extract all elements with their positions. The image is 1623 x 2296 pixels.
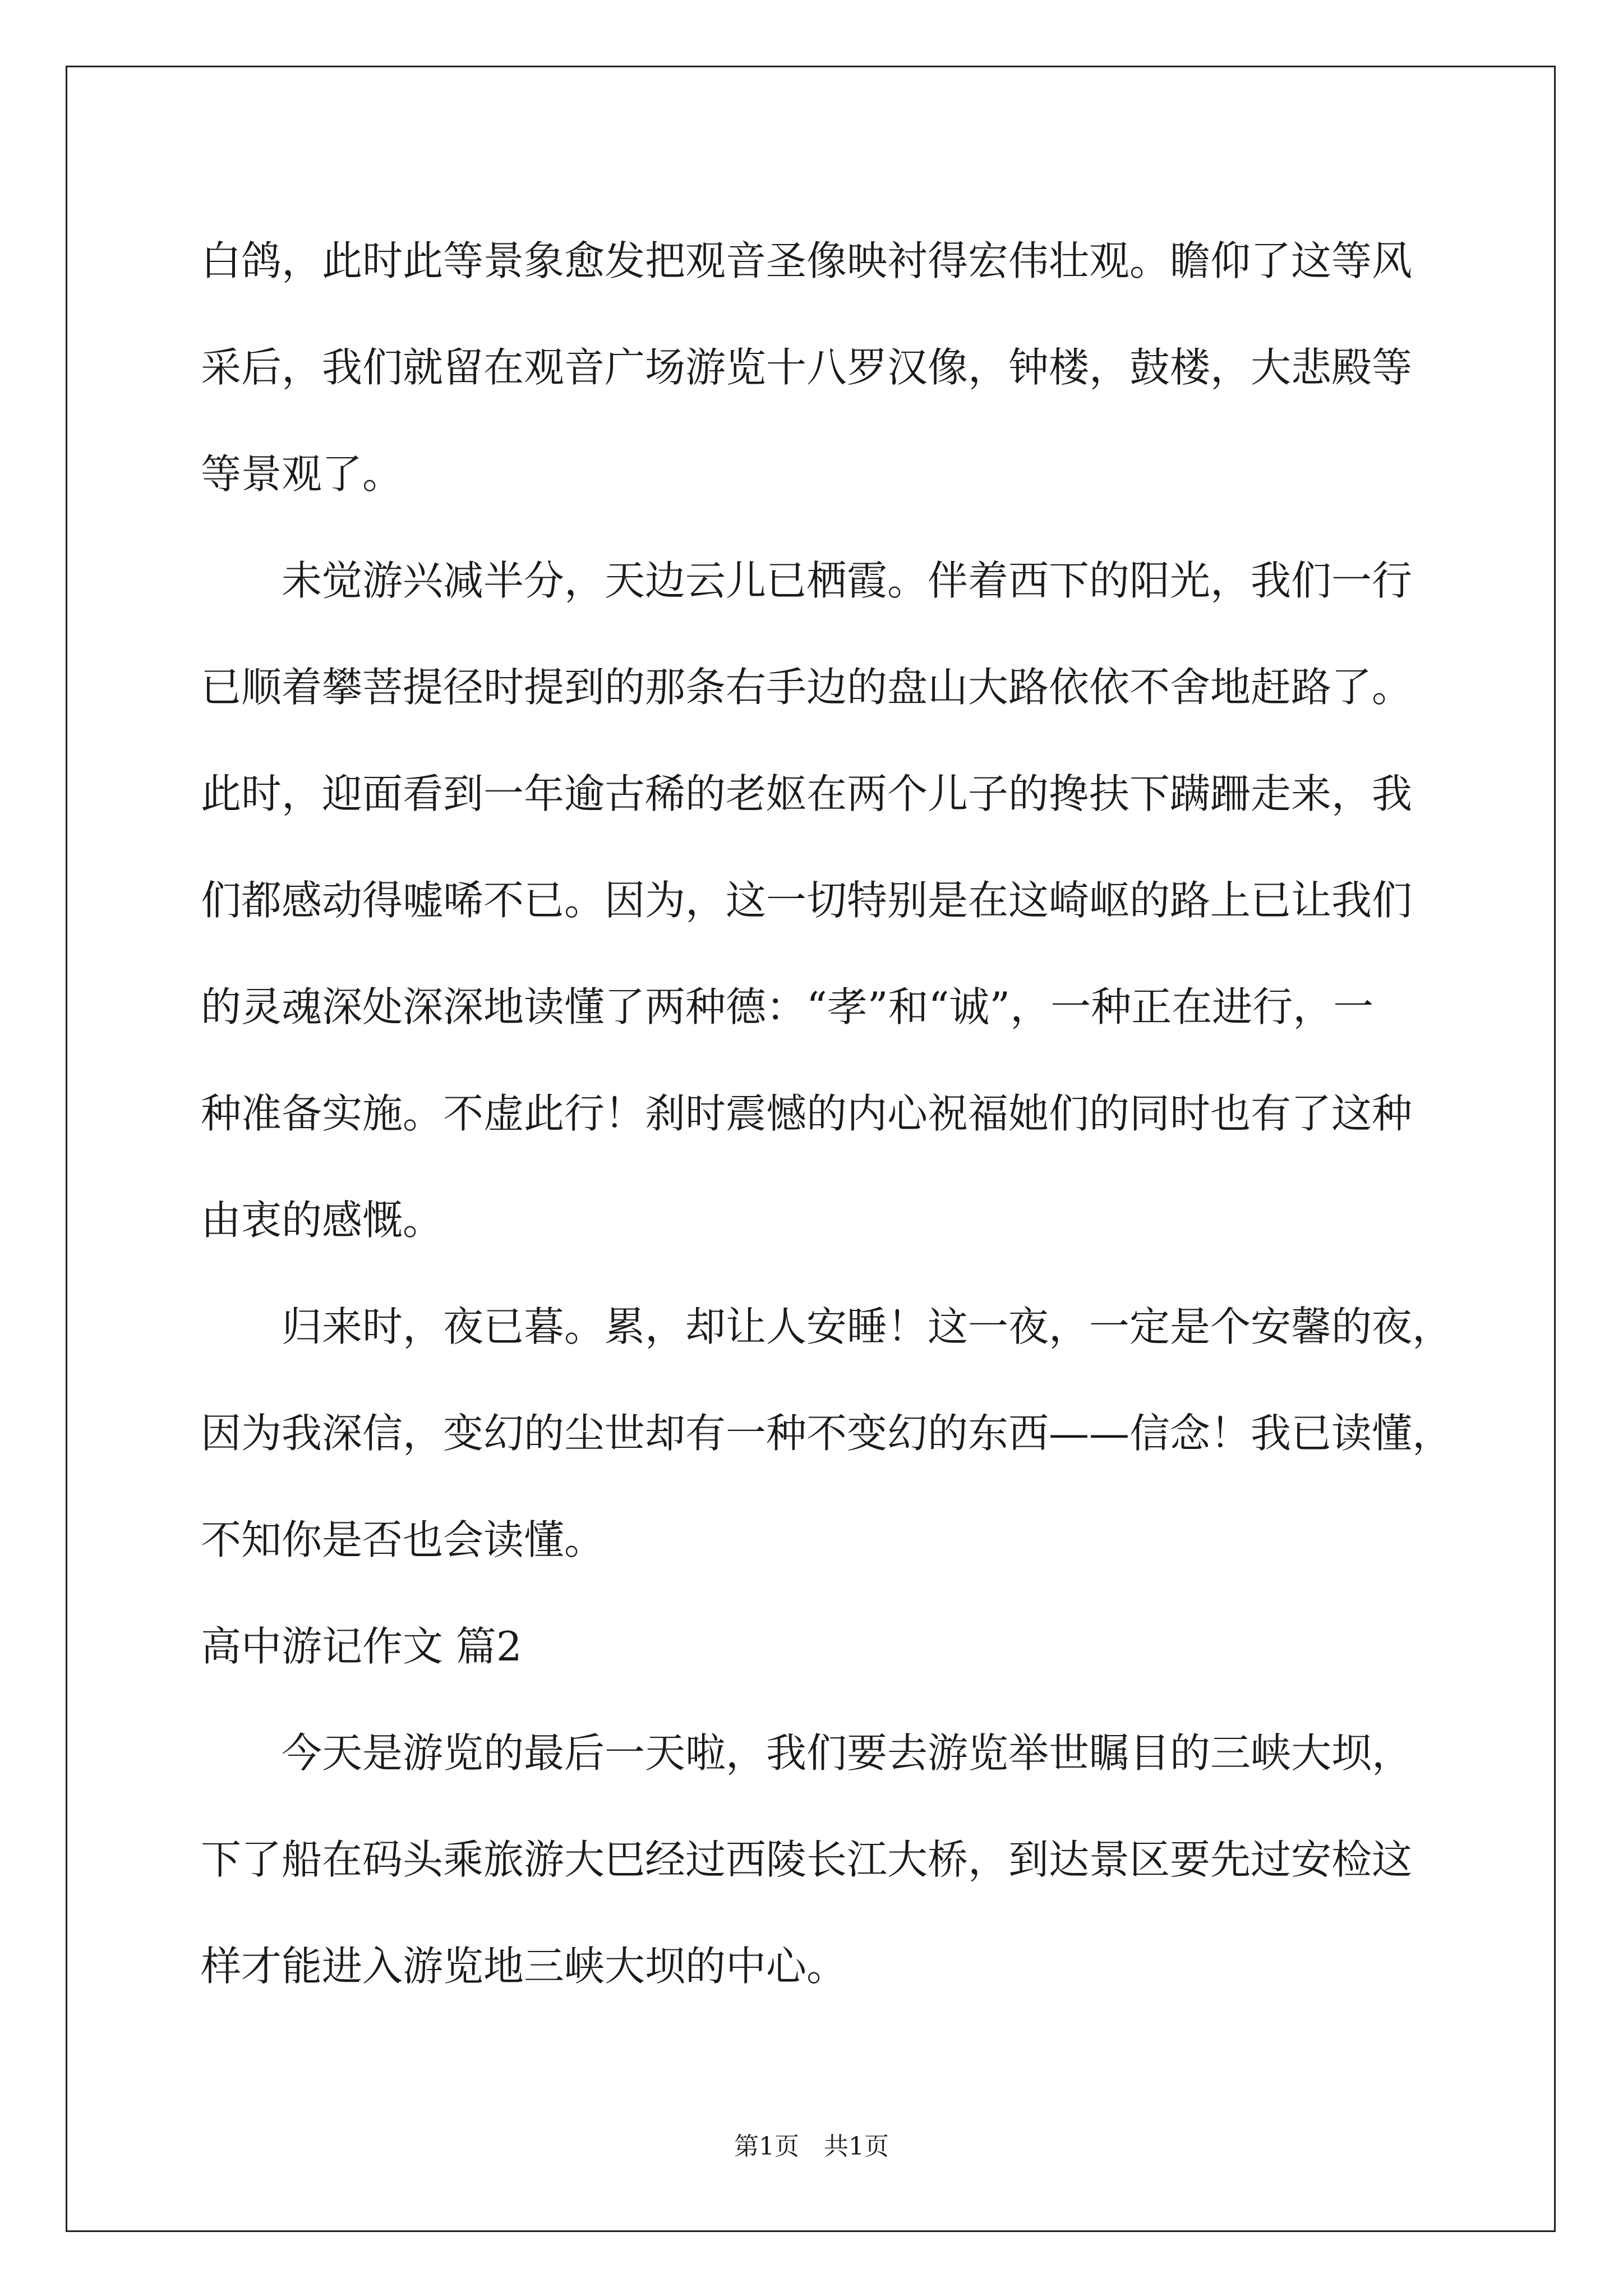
text-line: 不知你是否也会读懂。 (201, 1516, 605, 1563)
text-line: 采后，我们就留在观音广场游览十八罗汉像，钟楼，鼓楼，大悲殿等 (201, 344, 1413, 391)
page-footer: 第1页 共1页 (734, 2132, 889, 2161)
document-body (201, 208, 1453, 2019)
text-line: 归来时，夜已暮。累，却让人安睡！这一夜，一定是个安馨的夜， (282, 1303, 1453, 1350)
text-line: 未觉游兴减半分，天边云儿已栖霞。伴着西下的阳光，我们一行 (282, 557, 1413, 604)
text-line: 样才能进入游览地三峡大坝的中心。 (201, 1943, 847, 1990)
text-line: 今天是游览的最后一天啦，我们要去游览举世瞩目的三峡大坝， (282, 1729, 1413, 1777)
text-line: 因为我深信，变幻的尘世却有一种不变幻的东西——信念！我已读懂， (201, 1410, 1453, 1457)
section-heading: 高中游记作文 篇2 (201, 1623, 522, 1670)
text-line: 的灵魂深处深深地读懂了两种德：“孝”和“诚”，一种正在进行，一 (201, 983, 1374, 1030)
text-line: 们都感动得嘘唏不已。因为，这一切特别是在这崎岖的路上已让我们 (201, 877, 1413, 924)
text-line: 已顺着攀菩提径时提到的那条右手边的盘山大路依依不舍地赶路了。 (201, 664, 1413, 711)
text-line: 种准备实施。不虚此行！刹时震憾的内心祝福她们的同时也有了这种 (201, 1090, 1413, 1137)
text-line: 白鸽，此时此等景象愈发把观音圣像映衬得宏伟壮观。瞻仰了这等风 (201, 237, 1413, 284)
text-line: 下了船在码头乘旅游大巴经过西陵长江大桥，到达景区要先过安检这 (201, 1836, 1413, 1883)
text-line: 由衷的感慨。 (201, 1197, 444, 1244)
text-line: 等景观了。 (201, 450, 403, 498)
text-line: 此时，迎面看到一年逾古稀的老妪在两个儿子的搀扶下蹒跚走来，我 (201, 770, 1413, 817)
